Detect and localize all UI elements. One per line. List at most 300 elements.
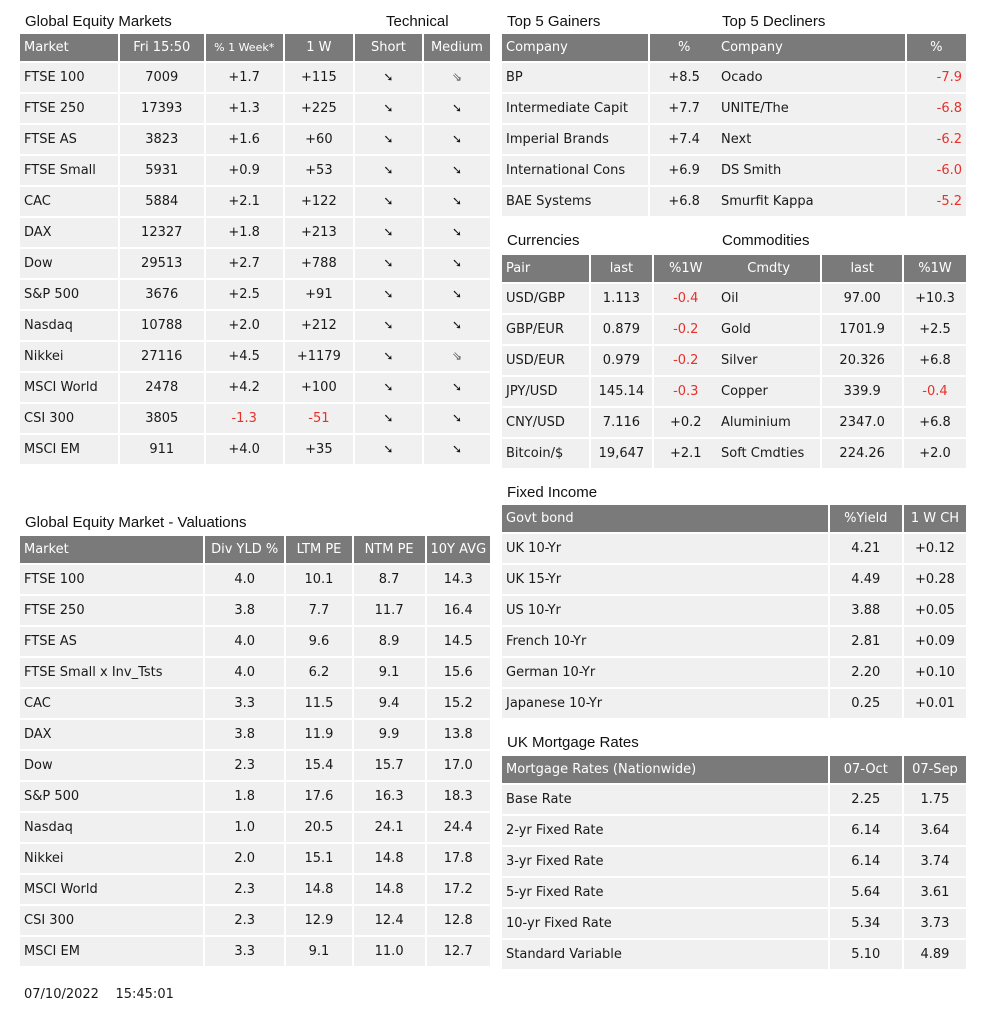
header-pct-1w: %1W	[904, 255, 966, 282]
bond-yield: 0.25	[830, 689, 902, 718]
rate-oct: 5.64	[830, 878, 902, 907]
ntm-pe: 11.0	[354, 937, 425, 966]
pct-change: +10.3	[904, 284, 966, 313]
div-yield: 2.0	[205, 844, 284, 873]
pct-change: -5.2	[907, 187, 966, 216]
rate-oct: 5.34	[830, 909, 902, 938]
bond-name: Japanese 10-Yr	[502, 689, 828, 718]
ten-year-avg: 13.8	[427, 720, 491, 749]
header-price: Fri 15:50	[120, 34, 204, 61]
market-name: FTSE Small	[20, 156, 118, 185]
ten-year-avg: 14.3	[427, 565, 491, 594]
pct-change: +6.9	[650, 156, 718, 185]
ntm-pe: 8.7	[354, 565, 425, 594]
market-price: 5931	[120, 156, 204, 185]
week-point-change: +225	[285, 94, 353, 123]
valuation-row	[20, 813, 490, 842]
down-arrow-icon: ➘	[383, 256, 394, 270]
pct-change: +6.8	[904, 408, 966, 437]
down-arrow-icon: ➘	[383, 349, 394, 363]
rate-oct: 6.14	[830, 847, 902, 876]
week-change: +0.05	[904, 596, 966, 625]
company-name: Imperial Brands	[502, 125, 648, 154]
market-name: FTSE 250	[20, 596, 203, 625]
rate-sep: 4.89	[904, 940, 966, 969]
down-arrow-icon: ➘	[383, 225, 394, 239]
ntm-pe: 15.7	[354, 751, 425, 780]
bond-name: French 10-Yr	[502, 627, 828, 656]
down-arrow-icon: ➘	[451, 163, 462, 177]
pct-change: +6.8	[650, 187, 718, 216]
market-name: Nasdaq	[20, 813, 203, 842]
commodity-name: Silver	[717, 346, 820, 375]
trend-cell	[355, 280, 422, 309]
market-name: CAC	[20, 187, 118, 216]
last-value: 1.113	[591, 284, 651, 313]
market-name: FTSE 100	[20, 565, 203, 594]
equity-row	[20, 63, 490, 92]
market-name: FTSE 100	[20, 63, 118, 92]
company-name: BP	[502, 63, 648, 92]
down-arrow-icon: ➘	[383, 411, 394, 425]
pct-change: +0.2	[654, 408, 718, 437]
company-name: BAE Systems	[502, 187, 648, 216]
company-name: Ocado	[717, 63, 905, 92]
last-value: 145.14	[591, 377, 651, 406]
currency-pair: USD/EUR	[502, 346, 589, 375]
trend-cell	[355, 311, 422, 340]
rate-oct: 2.25	[830, 785, 902, 814]
valuation-row	[20, 751, 490, 780]
week-change: +0.10	[904, 658, 966, 687]
ntm-pe: 9.9	[354, 720, 425, 749]
market-name: DAX	[20, 720, 203, 749]
week-point-change: +53	[285, 156, 353, 185]
market-name: CAC	[20, 689, 203, 718]
header-pct-1w: %1W	[654, 255, 718, 282]
equity-row	[20, 342, 490, 371]
down-arrow-icon: ➘	[383, 318, 394, 332]
down-arrow-icon: ➘	[383, 442, 394, 456]
market-name: Nikkei	[20, 342, 118, 371]
last-value: 7.116	[591, 408, 651, 437]
week-pct-change: +4.0	[206, 435, 283, 464]
mortgage-row	[502, 909, 966, 938]
mortgage-row	[502, 785, 966, 814]
rate-oct: 6.14	[830, 816, 902, 845]
mortgage-name: 5-yr Fixed Rate	[502, 878, 828, 907]
pct-change: +7.7	[650, 94, 718, 123]
down-arrow-icon: ➘	[451, 442, 462, 456]
market-price: 7009	[120, 63, 204, 92]
market-price: 3805	[120, 404, 204, 433]
header-yield: %Yield	[830, 505, 902, 532]
commodity-name: Soft Cmdties	[717, 439, 820, 468]
mortgage-table	[500, 754, 968, 971]
header-last: last	[591, 255, 651, 282]
equity-row	[20, 280, 490, 309]
trend-cell	[355, 404, 422, 433]
down-arrow-icon: ➘	[383, 70, 394, 84]
rate-sep: 3.64	[904, 816, 966, 845]
technical-label: Technical	[386, 13, 449, 30]
week-point-change: +100	[285, 373, 353, 402]
equity-table	[18, 32, 492, 466]
down-arrow-outline-icon: ⇘	[451, 349, 462, 363]
week-point-change: +115	[285, 63, 353, 92]
market-name: FTSE AS	[20, 627, 203, 656]
bond-yield: 4.21	[830, 534, 902, 563]
market-price: 3676	[120, 280, 204, 309]
header-last: last	[822, 255, 902, 282]
valuation-row	[20, 875, 490, 904]
mortgage-name: 3-yr Fixed Rate	[502, 847, 828, 876]
ltm-pe: 6.2	[286, 658, 352, 687]
ltm-pe: 9.6	[286, 627, 352, 656]
header-market: Market	[20, 536, 203, 563]
trend-cell	[424, 156, 490, 185]
pct-change: +2.5	[904, 315, 966, 344]
trend-cell	[424, 435, 490, 464]
gainer-row	[502, 125, 718, 154]
market-price: 29513	[120, 249, 204, 278]
down-arrow-icon: ➘	[451, 380, 462, 394]
rate-sep: 3.73	[904, 909, 966, 938]
pct-change: -7.9	[907, 63, 966, 92]
week-pct-change: +2.5	[206, 280, 283, 309]
rate-oct: 5.10	[830, 940, 902, 969]
market-price: 5884	[120, 187, 204, 216]
mortgage-row	[502, 940, 966, 969]
trend-cell	[424, 404, 490, 433]
bond-name: UK 10-Yr	[502, 534, 828, 563]
week-pct-change: +0.9	[206, 156, 283, 185]
div-yield: 3.8	[205, 596, 284, 625]
bond-yield: 4.49	[830, 565, 902, 594]
equity-row	[20, 187, 490, 216]
pct-change: -0.3	[654, 377, 718, 406]
bond-yield: 2.20	[830, 658, 902, 687]
company-name: Intermediate Capit	[502, 94, 648, 123]
div-yield: 3.3	[205, 937, 284, 966]
header-cmdty: Cmdty	[717, 255, 820, 282]
bond-row	[502, 689, 966, 718]
equity-row	[20, 373, 490, 402]
market-name: FTSE AS	[20, 125, 118, 154]
pct-change: -0.4	[654, 284, 718, 313]
bond-row	[502, 596, 966, 625]
fixed-income-title: Fixed Income	[507, 484, 598, 501]
fixed-income-table	[500, 503, 968, 720]
week-change: +0.09	[904, 627, 966, 656]
header-mortgage-rates: Mortgage Rates (Nationwide)	[502, 756, 828, 783]
bond-row	[502, 534, 966, 563]
trend-cell	[424, 63, 490, 92]
equity-row	[20, 404, 490, 433]
week-pct-change: +4.2	[206, 373, 283, 402]
mortgage-name: 10-yr Fixed Rate	[502, 909, 828, 938]
equity-row	[20, 125, 490, 154]
timestamp-date: 07/10/2022	[24, 987, 99, 1002]
trend-cell	[424, 249, 490, 278]
equity-row	[20, 94, 490, 123]
down-arrow-icon: ➘	[451, 132, 462, 146]
valuation-row	[20, 627, 490, 656]
equity-row	[20, 156, 490, 185]
div-yield: 4.0	[205, 565, 284, 594]
down-arrow-icon: ➘	[451, 194, 462, 208]
valuations-title: Global Equity Market - Valuations	[25, 514, 247, 531]
valuation-row	[20, 596, 490, 625]
commodity-row	[717, 315, 966, 344]
down-arrow-icon: ➘	[451, 256, 462, 270]
pct-change: +7.4	[650, 125, 718, 154]
market-name: FTSE Small x Inv_Tsts	[20, 658, 203, 687]
company-name: International Cons	[502, 156, 648, 185]
pct-change: +2.0	[904, 439, 966, 468]
gainers-table	[500, 32, 720, 218]
div-yield: 2.3	[205, 875, 284, 904]
pct-change: +8.5	[650, 63, 718, 92]
mortgage-row	[502, 878, 966, 907]
ntm-pe: 8.9	[354, 627, 425, 656]
trend-cell	[355, 373, 422, 402]
down-arrow-icon: ➘	[383, 163, 394, 177]
trend-cell	[424, 311, 490, 340]
equity-title: Global Equity Markets	[25, 13, 172, 30]
last-value: 2347.0	[822, 408, 902, 437]
ten-year-avg: 12.8	[427, 906, 491, 935]
down-arrow-outline-icon: ⇘	[451, 70, 462, 84]
currency-pair: Bitcoin/$	[502, 439, 589, 468]
last-value: 224.26	[822, 439, 902, 468]
pct-change: -0.2	[654, 346, 718, 375]
header-pair: Pair	[502, 255, 589, 282]
pct-change: +6.8	[904, 346, 966, 375]
div-yield: 2.3	[205, 751, 284, 780]
trend-cell	[355, 218, 422, 247]
currencies-table	[500, 253, 720, 470]
header-1w-ch: 1 W CH	[904, 505, 966, 532]
market-price: 911	[120, 435, 204, 464]
week-pct-change: +1.8	[206, 218, 283, 247]
commodity-row	[717, 346, 966, 375]
last-value: 1701.9	[822, 315, 902, 344]
gainer-row	[502, 94, 718, 123]
div-yield: 1.0	[205, 813, 284, 842]
market-name: FTSE 250	[20, 94, 118, 123]
trend-cell	[355, 125, 422, 154]
ntm-pe: 16.3	[354, 782, 425, 811]
gainer-row	[502, 187, 718, 216]
decliner-row	[717, 63, 966, 92]
ten-year-avg: 24.4	[427, 813, 491, 842]
equity-row	[20, 435, 490, 464]
week-pct-change: +1.6	[206, 125, 283, 154]
equity-row	[20, 311, 490, 340]
week-point-change: +122	[285, 187, 353, 216]
week-point-change: +213	[285, 218, 353, 247]
bond-row	[502, 627, 966, 656]
header-07-oct: 07-Oct	[830, 756, 902, 783]
ltm-pe: 9.1	[286, 937, 352, 966]
pct-change: -6.2	[907, 125, 966, 154]
week-pct-change: +2.7	[206, 249, 283, 278]
pct-change: +2.1	[654, 439, 718, 468]
market-name: CSI 300	[20, 906, 203, 935]
trend-cell	[424, 342, 490, 371]
currency-row	[502, 377, 718, 406]
ltm-pe: 11.5	[286, 689, 352, 718]
down-arrow-icon: ➘	[451, 411, 462, 425]
ntm-pe: 12.4	[354, 906, 425, 935]
currency-pair: USD/GBP	[502, 284, 589, 313]
down-arrow-icon: ➘	[451, 101, 462, 115]
rate-sep: 3.61	[904, 878, 966, 907]
decliners-table	[715, 32, 968, 218]
header-07-sep: 07-Sep	[904, 756, 966, 783]
market-price: 27116	[120, 342, 204, 371]
ntm-pe: 9.4	[354, 689, 425, 718]
market-name: MSCI World	[20, 373, 118, 402]
week-point-change: +212	[285, 311, 353, 340]
commodities-title: Commodities	[722, 232, 810, 249]
header-market: Market	[20, 34, 118, 61]
ntm-pe: 14.8	[354, 875, 425, 904]
header-govt-bond: Govt bond	[502, 505, 828, 532]
ten-year-avg: 14.5	[427, 627, 491, 656]
valuation-row	[20, 689, 490, 718]
trend-cell	[424, 94, 490, 123]
week-pct-change: +2.0	[206, 311, 283, 340]
down-arrow-icon: ➘	[383, 287, 394, 301]
div-yield: 3.8	[205, 720, 284, 749]
market-name: CSI 300	[20, 404, 118, 433]
last-value: 0.879	[591, 315, 651, 344]
ntm-pe: 24.1	[354, 813, 425, 842]
timestamp	[24, 987, 174, 1002]
decliner-row	[717, 94, 966, 123]
last-value: 20.326	[822, 346, 902, 375]
ltm-pe: 7.7	[286, 596, 352, 625]
company-name: DS Smith	[717, 156, 905, 185]
currencies-title: Currencies	[507, 232, 580, 249]
pct-change: -6.8	[907, 94, 966, 123]
commodity-row	[717, 284, 966, 313]
market-price: 17393	[120, 94, 204, 123]
div-yield: 1.8	[205, 782, 284, 811]
week-change: +0.12	[904, 534, 966, 563]
commodity-row	[717, 377, 966, 406]
trend-cell	[355, 187, 422, 216]
week-point-change: +35	[285, 435, 353, 464]
market-name: Nasdaq	[20, 311, 118, 340]
trend-cell	[355, 435, 422, 464]
bond-row	[502, 658, 966, 687]
currency-row	[502, 346, 718, 375]
ntm-pe: 9.1	[354, 658, 425, 687]
week-change: +0.28	[904, 565, 966, 594]
last-value: 97.00	[822, 284, 902, 313]
commodity-row	[717, 439, 966, 468]
market-price: 3823	[120, 125, 204, 154]
valuation-row	[20, 937, 490, 966]
market-price: 12327	[120, 218, 204, 247]
bond-name: UK 15-Yr	[502, 565, 828, 594]
last-value: 339.9	[822, 377, 902, 406]
gainer-row	[502, 63, 718, 92]
week-point-change: +91	[285, 280, 353, 309]
down-arrow-icon: ➘	[383, 132, 394, 146]
week-pct-change: +2.1	[206, 187, 283, 216]
rate-sep: 3.74	[904, 847, 966, 876]
ltm-pe: 15.4	[286, 751, 352, 780]
commodity-name: Gold	[717, 315, 820, 344]
currency-row	[502, 408, 718, 437]
bond-row	[502, 565, 966, 594]
trend-cell	[355, 156, 422, 185]
commodities-table	[715, 253, 968, 470]
valuation-row	[20, 720, 490, 749]
company-name: UNITE/The	[717, 94, 905, 123]
bond-yield: 2.81	[830, 627, 902, 656]
trend-cell	[424, 125, 490, 154]
week-pct-change: +4.5	[206, 342, 283, 371]
trend-cell	[424, 187, 490, 216]
week-point-change: +788	[285, 249, 353, 278]
down-arrow-icon: ➘	[451, 318, 462, 332]
equity-row	[20, 249, 490, 278]
down-arrow-icon: ➘	[383, 194, 394, 208]
commodity-row	[717, 408, 966, 437]
currency-row	[502, 439, 718, 468]
ltm-pe: 11.9	[286, 720, 352, 749]
valuation-row	[20, 658, 490, 687]
market-name: Nikkei	[20, 844, 203, 873]
mortgage-row	[502, 847, 966, 876]
header-company: Company	[717, 34, 905, 61]
week-pct-change: +1.3	[206, 94, 283, 123]
mortgage-title: UK Mortgage Rates	[507, 734, 639, 751]
decliner-row	[717, 125, 966, 154]
currency-pair: GBP/EUR	[502, 315, 589, 344]
valuation-row	[20, 782, 490, 811]
decliner-row	[717, 156, 966, 185]
last-value: 19,647	[591, 439, 651, 468]
timestamp-time: 15:45:01	[115, 987, 174, 1002]
market-name: S&P 500	[20, 782, 203, 811]
pct-change: -6.0	[907, 156, 966, 185]
decliner-row	[717, 187, 966, 216]
ten-year-avg: 16.4	[427, 596, 491, 625]
ten-year-avg: 18.3	[427, 782, 491, 811]
week-point-change: -51	[285, 404, 353, 433]
market-price: 10788	[120, 311, 204, 340]
market-price: 2478	[120, 373, 204, 402]
mortgage-name: Standard Variable	[502, 940, 828, 969]
week-pct-change: -1.3	[206, 404, 283, 433]
mortgage-name: Base Rate	[502, 785, 828, 814]
div-yield: 3.3	[205, 689, 284, 718]
equity-row	[20, 218, 490, 247]
header-pct: %	[650, 34, 718, 61]
valuations-table	[18, 534, 492, 968]
trend-cell	[424, 373, 490, 402]
ntm-pe: 14.8	[354, 844, 425, 873]
header-div-yld: Div YLD %	[205, 536, 284, 563]
company-name: Smurfit Kappa	[717, 187, 905, 216]
header-ntm-pe: NTM PE	[354, 536, 425, 563]
